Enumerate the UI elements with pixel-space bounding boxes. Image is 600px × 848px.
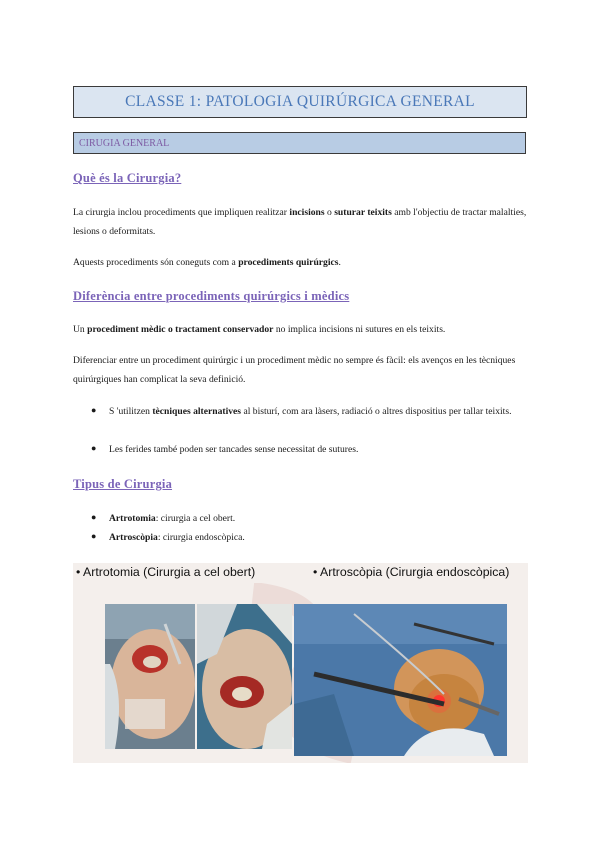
bullet-icon: ● <box>91 512 97 522</box>
text-run: o <box>324 207 335 218</box>
text-bold: procediments quirúrgics <box>238 257 339 268</box>
text-bold: Artrotomia <box>109 513 156 524</box>
text-bold: suturar teixits <box>334 207 392 218</box>
list-item <box>109 402 529 421</box>
bullet-icon: ● <box>91 443 97 453</box>
list-item <box>109 528 529 547</box>
text-bold: tècniques alternatives <box>152 406 242 417</box>
page-title <box>73 86 527 118</box>
bullet-icon: ● <box>91 531 97 541</box>
text-bold: procediment mèdic o tractament conservador <box>87 324 274 335</box>
paragraph-procedures <box>73 253 528 272</box>
text-run: Aquests procediments són coneguts com a <box>73 257 239 268</box>
text-run: . <box>338 257 341 268</box>
text-run: Un <box>73 324 88 335</box>
text-run: amb l'objectiu de tractar malalties, lesions o deformitats. <box>73 207 527 237</box>
text-run: La cirurgia inclou procediments que impliquen realitzar <box>73 207 290 218</box>
text-bold: incisions <box>289 207 325 218</box>
text-bold: Artroscòpia <box>109 532 158 543</box>
list-item: Les ferides també poden ser tancades sense necessitat de sutures. <box>109 444 359 455</box>
section-header <box>73 132 526 154</box>
heading-difference: Diferència entre procediments quirúrgics i mèdics <box>73 289 350 303</box>
text-run: al bisturí, com ara làsers, radiació o altres dispositius per tallar teixits. <box>241 406 512 417</box>
page-title-text: CLASSE 1: PATOLOGIA QUIRÚRGICA GENERAL <box>125 93 475 110</box>
list-item <box>109 509 529 528</box>
text-run: no implica incisions ni sutures en els teixits. <box>273 324 446 335</box>
arthrotomy-photo-2 <box>197 604 292 749</box>
heading-surgery-types: Tipus de Cirurgia <box>73 477 173 491</box>
arthroscopy-photo <box>294 604 507 756</box>
paragraph-medical-procedure <box>73 320 528 339</box>
figure-label-arthroscopy: • Artroscòpia (Cirurgia endoscòpica) <box>313 565 510 579</box>
section-header-text: CIRUGIA GENERAL <box>79 137 170 149</box>
text-run: : cirurgia endoscòpica. <box>157 532 245 543</box>
bullet-icon: ● <box>91 405 97 415</box>
heading-what-is-surgery: Què és la Cirurgia? <box>73 171 182 185</box>
figure-label-arthrotomy: • Artrotomia (Cirurgia a cel obert) <box>76 565 256 579</box>
arthrotomy-photo-1 <box>105 604 195 749</box>
text-run: : cirurgia a cel obert. <box>155 513 236 524</box>
surgery-figure <box>73 563 528 763</box>
paragraph-surgery-definition <box>73 203 528 241</box>
paragraph-differentiate: Diferenciar entre un procediment quirúrgic i un procediment mèdic no sempre és fàcil: els avenços en les tècniques quirúrgiques han complicat la seva definició. <box>73 355 516 385</box>
text-run: S 'utilitzen <box>109 406 153 417</box>
